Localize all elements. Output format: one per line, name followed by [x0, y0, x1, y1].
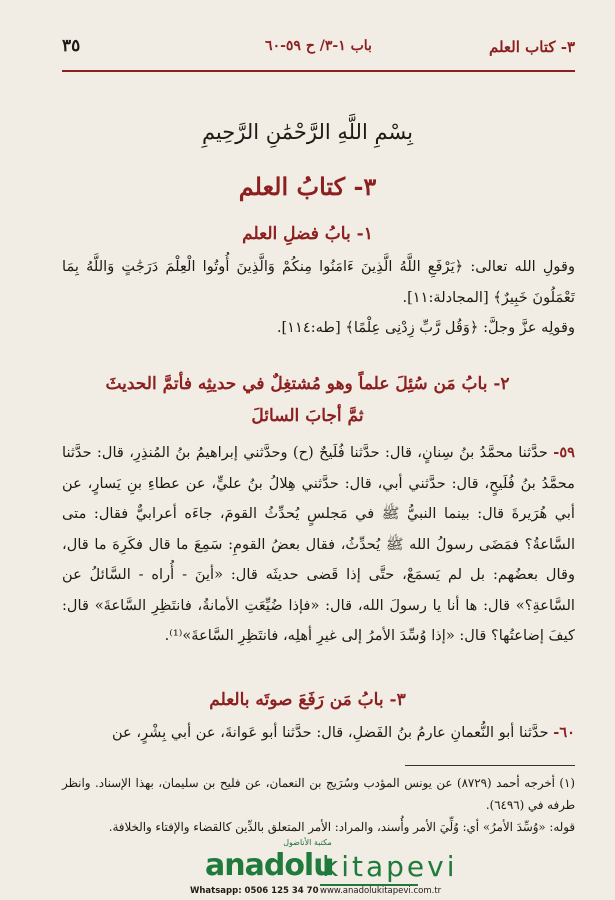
header-chapter: ٣- كتاب العلم	[488, 38, 575, 56]
chapter-2-title	[40, 368, 575, 432]
footnote-rule	[405, 765, 575, 766]
hadith-59-text: حدَّثنا محمَّدُ بنُ سِنانٍ، قال: حدَّثنا فُلَيحٌ (ح) وحدَّثني إبراهيمُ بنُ المُنذِرِ، قال: حدَّثنا محمَّدُ بنُ فُلَيحٍ، قال: حدَّثني أبي، قال: حدَّثني هِلالُ بنُ عليٍّ، عن عطاءِ بنِ يَسارٍ، عن أبي هُرَيرةَ قال: بينما النبيُّ ﷺ في مَجلسٍ يُحدِّثُ القومَ، جاءَه أعرابيٌّ فقال: متى السَّاعةُ؟ فمَضَى رسولُ الله ﷺ يُحدِّثُ، فقال بعضُ القومِ: سَمِعَ ما قال فكَرِهَ ما قال، وقال بعضُهم: بل لم يَسمَعْ، حتَّى إذا قَضى حديثَه قال: «أينَ - أُراه - السَّائلُ عن السَّاعةِ؟» قال: ها أنا يا رسولَ الله، قال: «فإذا ضُيِّعَتِ الأمانةُ، فانتَظِرِ السَّاعةَ» قال: كيفَ إضاعتُها؟ قال: «إذا وُسِّدَ الأمرُ إلى غيرِ أهلِه، فانتَظِرِ السَّاعةَ»⁽¹⁾.	[62, 444, 575, 644]
logo-brand-anadolu: anadolu	[205, 848, 334, 883]
footnotes	[62, 772, 575, 838]
logo-brand-kitapevi: kitapevi	[322, 850, 458, 883]
hadith-60-number: ٦٠-	[553, 724, 575, 741]
hadith-60-text: حدَّثنا أبو النُّعمانِ عارمُ بنُ الفَضلِ، قال: حدَّثنا أبو عَوانةَ، عن أبي بِشْرٍ، عن	[111, 724, 554, 741]
running-header	[62, 38, 575, 64]
quran-verse-1: وقولِ الله تعالى: ﴿يَرْفَعِ اللَّهُ الَّذِينَ ءَامَنُوا مِنكُمْ وَالَّذِينَ أُوتُوا الْعِلْمَ دَرَجَٰتٍ وَاللَّهُ بِمَا تَعْمَلُونَ خَبِيرٌ﴾ [المجادلة:١١].	[62, 258, 575, 306]
chapter-2-title-line1: ٢- بابُ مَن سُئِلَ علماً وهو مُشتغِلٌ في حديثِه فأتمَّ الحديثَ	[105, 374, 510, 394]
hadith-59	[62, 438, 575, 652]
chapter-2-title-line2: ثمَّ أجابَ السائلَ	[251, 406, 364, 426]
hadith-59-number: ٥٩-	[553, 444, 575, 461]
hadith-60-paragraph	[62, 718, 575, 749]
logo-url: www.anadolukitapevi.com.tr	[320, 886, 442, 896]
logo-whatsapp: Whatsapp: 0506 125 34 70	[190, 886, 319, 896]
chapter-1-text	[62, 252, 575, 344]
hadith-60	[62, 718, 575, 749]
publisher-logo	[0, 836, 615, 900]
basmala: بِسْمِ اللَّهِ الرَّحْمَٰنِ الرَّحِيمِ	[201, 120, 414, 144]
footnote-2: قوله: «وُسِّدَ الأمرُ» أي: وُلِّيَ الأمر وأُسند، والمراد: الأمر المتعلق بالدِّين كالقضاء والإفتاء والخلافة.	[108, 820, 575, 834]
chapter-1-title: ١- بابُ فضلِ العلم	[242, 224, 373, 244]
logo-arabic-text: مكتبة الأناضول	[283, 838, 332, 847]
footnote-1: (١) أخرجه أحمد (٨٧٢٩) عن يونس المؤدب وسُرَيج بن النعمان، عن فليح بن سليمان، بهذا الإسناد. وانظر طرفه في (٦٤٩٦).	[62, 776, 575, 812]
header-rule	[62, 70, 575, 72]
hadith-59-paragraph	[62, 438, 575, 652]
book-title: ٣- كتابُ العلم	[238, 172, 377, 201]
header-range: باب ١-٣/ ح ٥٩-٦٠	[265, 38, 372, 54]
quran-verse-2: وقولِه عزَّ وجلَّ: ﴿وَقُل رَّبِّ زِدْنِى عِلْمًا﴾ [طه:١١٤].	[276, 319, 575, 336]
page-number: ٣٥	[62, 36, 81, 56]
chapter-3-title: ٣- بابُ مَن رَفَعَ صوتَه بالعلم	[209, 690, 406, 710]
